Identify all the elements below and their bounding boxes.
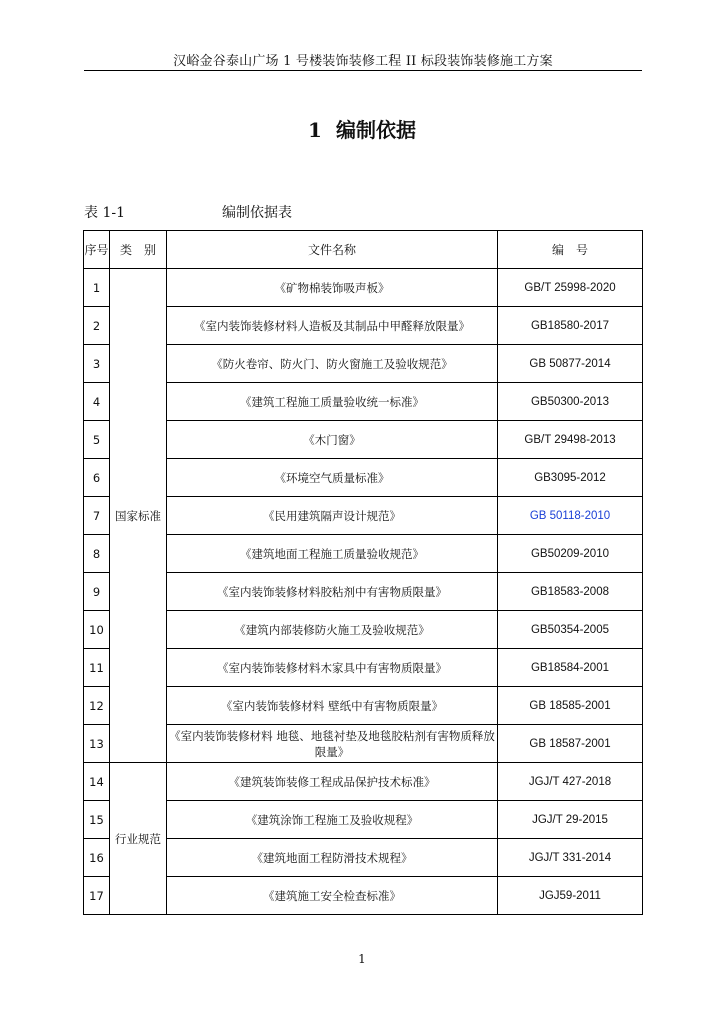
section-number: 1 [308, 118, 322, 142]
row-code: GB 18587-2001 [498, 725, 643, 763]
section-title-text: 编制依据 [335, 118, 416, 142]
table-row [84, 345, 643, 383]
header-rule [84, 70, 642, 71]
table-row [84, 725, 643, 763]
running-header: 汉峪金谷泰山广场 1 号楼装饰装修工程 II 标段装饰装修施工方案 [173, 54, 553, 69]
row-code-link[interactable]: GB 50118-2010 [498, 497, 643, 535]
row-document-name: 《建筑地面工程施工质量验收规范》 [167, 535, 498, 573]
row-code: JGJ59-2011 [498, 877, 643, 915]
row-code: JGJ/T 29-2015 [498, 801, 643, 839]
row-seq: 14 [84, 763, 110, 801]
col-header-name: 文件名称 [167, 231, 498, 269]
row-seq: 3 [84, 345, 110, 383]
section-title [0, 114, 724, 143]
page-number: 1 [358, 952, 366, 966]
category-industry: 行业规范 [110, 763, 167, 915]
row-document-name: 《室内装饰装修材料木家具中有害物质限量》 [167, 649, 498, 687]
row-code: GB50209-2010 [498, 535, 643, 573]
row-code: GB50354-2005 [498, 611, 643, 649]
row-document-name: 《建筑地面工程防滑技术规程》 [167, 839, 498, 877]
row-code: JGJ/T 331-2014 [498, 839, 643, 877]
table-row [84, 421, 643, 459]
table-row [84, 801, 643, 839]
row-document-name: 《建筑装饰装修工程成品保护技术标准》 [167, 763, 498, 801]
row-document-name: 《环境空气质量标准》 [167, 459, 498, 497]
table-row [84, 649, 643, 687]
row-document-name: 《木门窗》 [167, 421, 498, 459]
row-seq: 10 [84, 611, 110, 649]
row-seq: 6 [84, 459, 110, 497]
row-seq: 12 [84, 687, 110, 725]
row-document-name: 《民用建筑隔声设计规范》 [167, 497, 498, 535]
table-row [84, 383, 643, 421]
row-code: GB18580-2017 [498, 307, 643, 345]
table-caption-title: 编制依据表 [222, 205, 292, 221]
row-code: GB18584-2001 [498, 649, 643, 687]
row-seq: 17 [84, 877, 110, 915]
row-document-name: 《建筑涂饰工程施工及验收规程》 [167, 801, 498, 839]
row-document-name: 《矿物棉装饰吸声板》 [167, 269, 498, 307]
col-header-category: 类 别 [110, 231, 167, 269]
basis-table [83, 230, 643, 915]
table-row [84, 687, 643, 725]
row-seq: 13 [84, 725, 110, 763]
row-document-name: 《建筑施工安全检查标准》 [167, 877, 498, 915]
table-row [84, 497, 643, 535]
row-code: GB 50877-2014 [498, 345, 643, 383]
row-seq: 16 [84, 839, 110, 877]
row-document-name: 《建筑内部装修防火施工及验收规范》 [167, 611, 498, 649]
table-row [84, 839, 643, 877]
table-caption-label: 表 1-1 [84, 205, 125, 221]
row-code: GB3095-2012 [498, 459, 643, 497]
row-document-name: 《防火卷帘、防火门、防火窗施工及验收规范》 [167, 345, 498, 383]
row-seq: 11 [84, 649, 110, 687]
table-row [84, 459, 643, 497]
row-document-name: 《建筑工程施工质量验收统一标准》 [167, 383, 498, 421]
row-seq: 9 [84, 573, 110, 611]
row-code: GB50300-2013 [498, 383, 643, 421]
row-seq: 15 [84, 801, 110, 839]
table-row [84, 877, 643, 915]
table-row [84, 611, 643, 649]
row-code: GB 18585-2001 [498, 687, 643, 725]
category-national: 国家标准 [110, 269, 167, 763]
row-document-name: 《室内装饰装修材料 壁纸中有害物质限量》 [167, 687, 498, 725]
row-code: GB/T 25998-2020 [498, 269, 643, 307]
table-row [84, 763, 643, 801]
table-row [84, 535, 643, 573]
row-seq: 4 [84, 383, 110, 421]
row-code: JGJ/T 427-2018 [498, 763, 643, 801]
table-header-row [84, 231, 643, 269]
row-seq: 7 [84, 497, 110, 535]
row-document-name: 《室内装饰装修材料人造板及其制品中甲醛释放限量》 [167, 307, 498, 345]
row-code: GB/T 29498-2013 [498, 421, 643, 459]
col-header-code: 编 号 [498, 231, 643, 269]
row-seq: 5 [84, 421, 110, 459]
table-row [84, 307, 643, 345]
row-code: GB18583-2008 [498, 573, 643, 611]
row-document-name: 《室内装饰装修材料胶粘剂中有害物质限量》 [167, 573, 498, 611]
row-seq: 2 [84, 307, 110, 345]
table-row [84, 269, 643, 307]
row-seq: 8 [84, 535, 110, 573]
col-header-seq: 序号 [84, 231, 110, 269]
row-seq: 1 [84, 269, 110, 307]
row-document-name: 《室内装饰装修材料 地毯、地毯衬垫及地毯胶粘剂有害物质释放限量》 [167, 725, 498, 763]
table-row [84, 573, 643, 611]
